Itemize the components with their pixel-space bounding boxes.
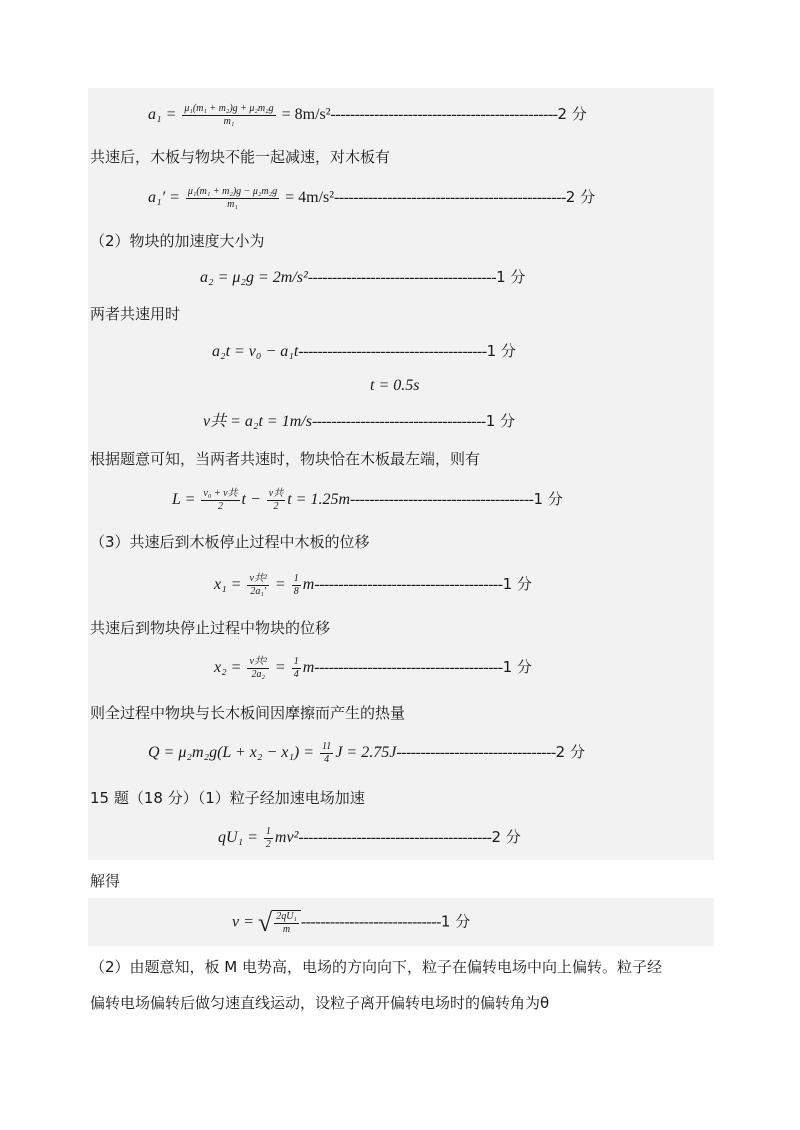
text-line: 共速后，木板与物块不能一起减速，对木板有 bbox=[90, 148, 391, 166]
equation-v-common: v共 = a₂t = 1m/s------------------------------------1 分 bbox=[203, 412, 516, 430]
text-line: （2）由题意知，板 M 电势高，电场的方向向下，粒子在偏转电场中向上偏转。粒子经 bbox=[90, 958, 663, 976]
text-line: 两者共速用时 bbox=[90, 305, 181, 323]
text-line: 根据题意可知，当两者共速时，物块恰在木板最左端，则有 bbox=[90, 450, 481, 468]
equation-a2: a₂ = μ₂g = 2m/s²---------------------------------------1 分 bbox=[200, 268, 526, 286]
text-line: 则全过程中物块与长木板间因摩擦而产生的热量 bbox=[90, 704, 406, 722]
equation-v: v = √ $\frac{\text{2qU₁}}{m}$ -----------------------------1 分 bbox=[232, 908, 471, 937]
text-line: （2）物块的加速度大小为 bbox=[90, 232, 265, 250]
equation-common-time: a₂t = v₀ − a₁t---------------------------------------1 分 bbox=[212, 342, 516, 360]
equation-Q: Q = μ₂m₂g(L + x₂ − x₁) = $\frac{11}{4}$ J = 2.75J---------------------------------2 分 bbox=[148, 741, 585, 765]
text-line: （3）共速后到木板停止过程中木板的位移 bbox=[90, 533, 370, 551]
equation-L: L = $\frac{\text{v₀ + v共}}{2}$ t − $\frac{\text{v共}}{2}$ t = 1.25m--------------------------------------1 分 bbox=[172, 488, 563, 512]
equation-t: t = 0.5s bbox=[370, 377, 420, 394]
text-line: 共速后到物块停止过程中物块的位移 bbox=[90, 619, 331, 637]
question-heading: 15 题（18 分）（1）粒子经加速电场加速 bbox=[90, 789, 365, 807]
equation-x2: x₂ = $\frac{\text{v共²}}{\text{2a₂}}$ = $\frac{1}{4}$ m---------------------------------------1 分 bbox=[214, 656, 532, 680]
equation-x1: x₁ = $\frac{\text{v共²}}{\text{2a₁′}}$ = $\frac{1}{8}$ m---------------------------------------1 分 bbox=[214, 573, 532, 597]
equation-a1: a₁ = $\frac{\text{μ₁(m₁ + m₂)g + μ₂m₂g}}{\text{m₁}}$ = 8m/s²-----------------------------------------------2 分 bbox=[148, 103, 587, 127]
equation-qU1: qU₁ = $\frac{1}{2}$ mv²----------------------------------------2 分 bbox=[218, 826, 521, 850]
text-line: 解得 bbox=[90, 872, 121, 890]
text-line: 偏转电场偏转后做匀速直线运动，设粒子离开偏转电场时的偏转角为θ bbox=[90, 994, 550, 1012]
equation-a1-prime: a₁′ = $\frac{\text{μ₁(m₁ + m₂)g − μ₂m₂g}}{\text{m₁}}$ = 4m/s²------------------------------------------------2 分 bbox=[148, 186, 596, 210]
